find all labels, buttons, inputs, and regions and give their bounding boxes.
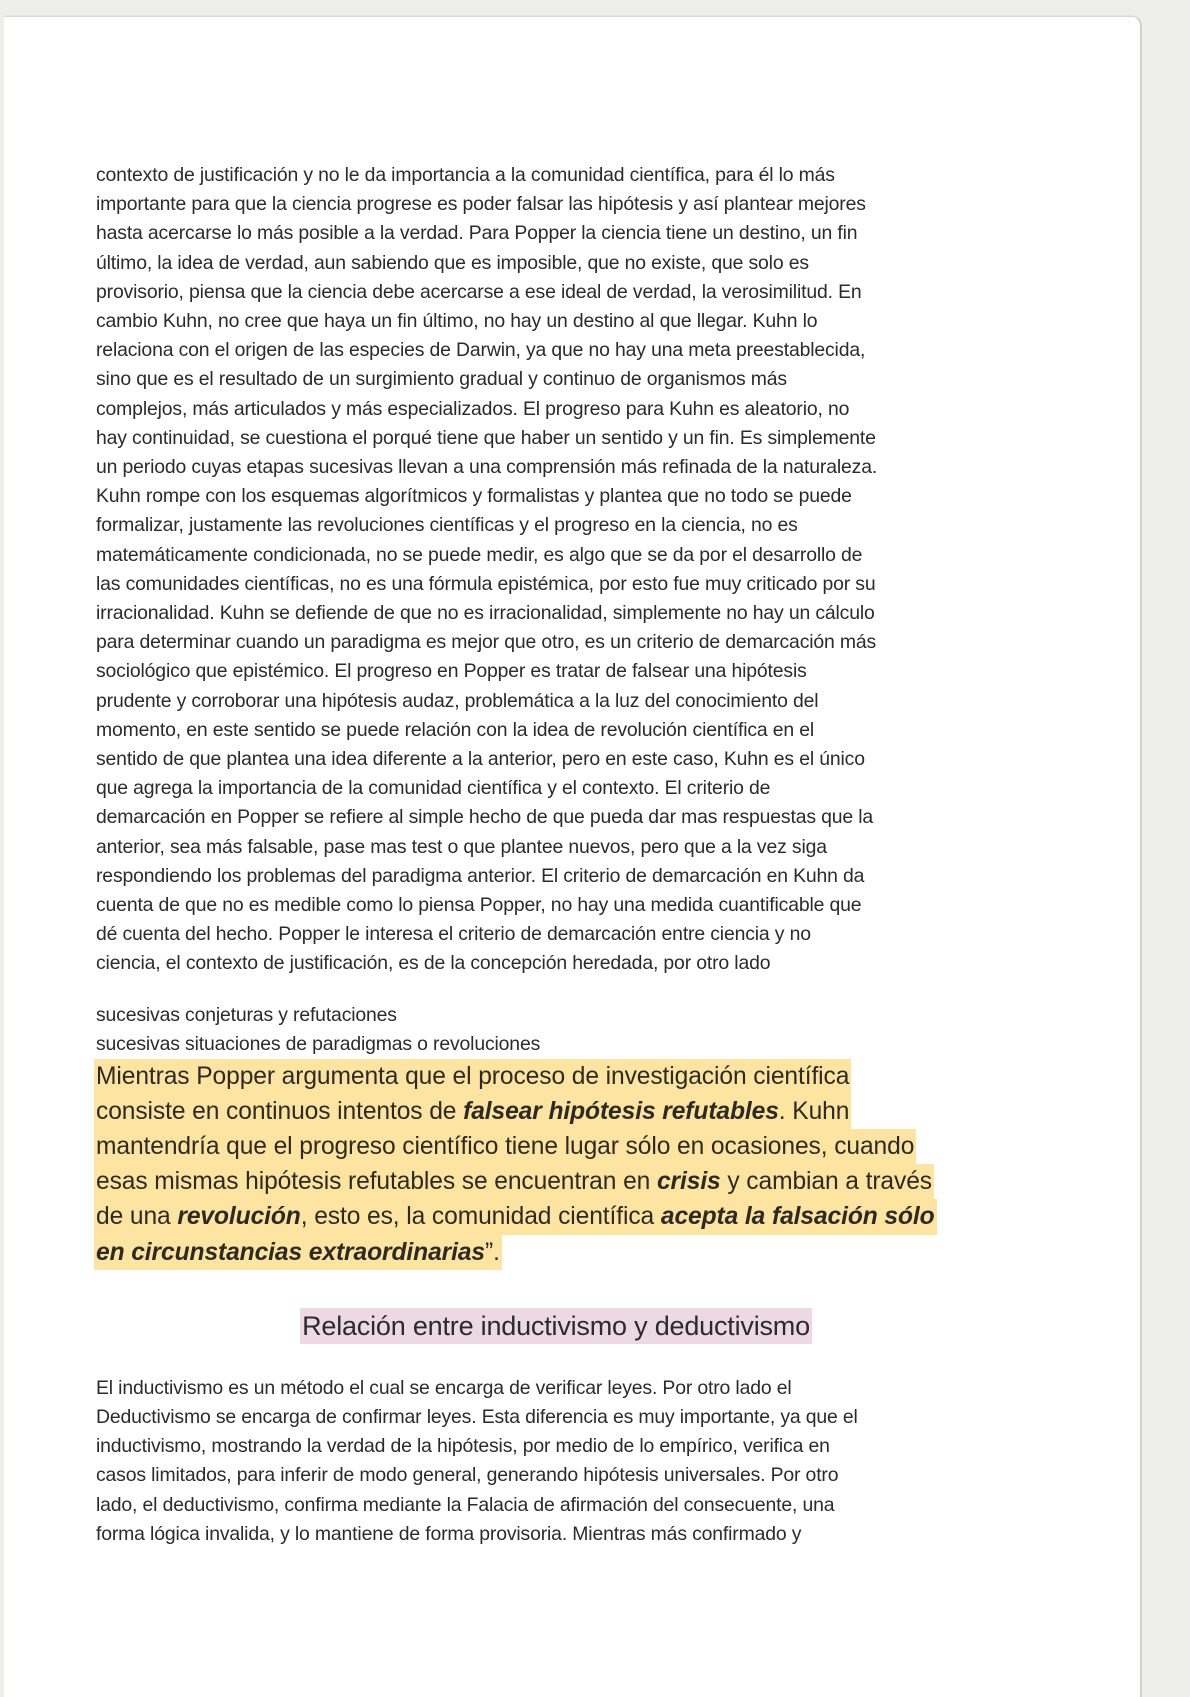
text-line: respondiendo los problemas del paradigma anterior. El criterio de demarcación en Kuhn da — [96, 864, 865, 887]
text-line: que agrega la importancia de la comunidad científica y el contexto. El criterio de — [96, 777, 771, 800]
quote-emphasis: en circunstancias extraordinarias — [96, 1238, 486, 1266]
quote-line — [94, 1235, 502, 1270]
text-line: inductivismo, mostrando la verdad de la hipótesis, por medio de lo empírico, verifica en — [96, 1435, 830, 1458]
quote-text: de una — [96, 1203, 178, 1231]
text-line: un periodo cuyas etapas sucesivas llevan a una comprensión más refinada de la naturaleza. — [96, 456, 878, 479]
text-line: provisorio, piensa que la ciencia debe acercarse a ese ideal de verdad, la verosimilitud. En — [96, 280, 862, 303]
text-line: matemáticamente condicionada, no se puede medir, es algo que se da por el desarrollo de — [96, 543, 863, 566]
text-line: forma lógica invalida, y lo mantiene de forma provisoria. Mientras más confirmado y — [96, 1522, 802, 1545]
quote-text: mantendría que el progreso científico tiene lugar sólo en ocasiones, cuando — [96, 1133, 915, 1161]
quote-text: consiste en continuos intentos de — [96, 1097, 464, 1125]
text-line: importante para que la ciencia progrese es poder falsar las hipótesis y así plantear mejores — [96, 193, 866, 216]
text-line: El inductivismo es un método el cual se encarga de verificar leyes. Por otro lado el — [96, 1376, 792, 1399]
highlighted-quote — [96, 1059, 1016, 1270]
paragraph-popper-kuhn — [96, 161, 1016, 979]
notes — [96, 1001, 1016, 1059]
text-line: cambio Kuhn, no cree que haya un fin último, no hay un destino al que llegar. Kuhn lo — [96, 310, 818, 333]
quote-line — [94, 1094, 851, 1129]
paragraph-inductivism — [96, 1374, 1016, 1549]
text-line: formalizar, justamente las revoluciones científicas y el progreso en la ciencia, no es — [96, 514, 798, 537]
text-line: hasta acercarse lo más posible a la verdad. Para Popper la ciencia tiene un destino, un fin — [96, 222, 858, 245]
text-line: dé cuenta del hecho. Popper le interesa el criterio de demarcación entre ciencia y no — [96, 923, 811, 946]
text-line: cuenta de que no es medible como lo piensa Popper, no hay una medida cuantificable que — [96, 894, 862, 917]
quote-text: esas mismas hipótesis refutables se encuentran en — [96, 1168, 657, 1196]
page-content — [96, 161, 1016, 1549]
quote-text: . Kuhn — [778, 1097, 850, 1125]
quote-text: , esto es, la comunidad científica — [300, 1203, 661, 1231]
note-line: sucesivas situaciones de paradigmas o revoluciones — [96, 1032, 541, 1055]
text-line: para determinar cuando un paradigma es mejor que otro, es un criterio de demarcación más — [96, 631, 877, 654]
text-line: anterior, sea más falsable, pase mas test o que plantee nuevos, pero que a la vez siga — [96, 835, 827, 858]
text-line: último, la idea de verdad, aun sabiendo que es imposible, que no existe, que solo es — [96, 251, 809, 274]
quote-emphasis: acepta la falsación sólo — [660, 1203, 935, 1231]
text-line: lado, el deductivismo, confirma mediante la Falacia de afirmación del consecuente, una — [96, 1493, 835, 1516]
text-line: complejos, más articulados y más especializados. El progreso para Kuhn es aleatorio, no — [96, 397, 850, 420]
quote-emphasis: falsear hipótesis refutables — [463, 1097, 779, 1125]
text-line: Kuhn rompe con los esquemas algorítmicos y formalistas y plantea que no todo se puede — [96, 485, 852, 508]
quote-line — [94, 1164, 934, 1199]
quote-emphasis: crisis — [656, 1168, 721, 1196]
quote-emphasis: revolución — [177, 1203, 301, 1231]
quote-text: y cambian a través — [720, 1168, 932, 1196]
text-line: prudente y corroborar una hipótesis audaz, problemática a la luz del conocimiento del — [96, 689, 819, 712]
text-line: las comunidades científicas, no es una fórmula epistémica, por esto fue muy criticado por su — [96, 572, 876, 595]
quote-text: ”. — [485, 1238, 500, 1266]
text-line: demarcación en Popper se refiere al simple hecho de que pueda dar mas respuestas que la — [96, 806, 874, 829]
text-line: hay continuidad, se cuestiona el porqué tiene que haber un sentido y un fin. Es simplemente — [96, 426, 876, 449]
text-line: casos limitados, para inferir de modo general, generando hipótesis universales. Por otro — [96, 1464, 839, 1487]
note-line: sucesivas conjeturas y refutaciones — [96, 1003, 397, 1026]
document-page — [4, 16, 1142, 1697]
quote-text: Mientras Popper argumenta que el proceso de investigación científica — [96, 1062, 850, 1090]
section-heading — [96, 1308, 1016, 1344]
text-line: sentido de que plantea una idea diferente a la anterior, pero en este caso, Kuhn es el único — [96, 748, 865, 771]
text-line: Deductivismo se encarga de confirmar leyes. Esta diferencia es muy importante, ya que el — [96, 1406, 858, 1429]
quote-line — [94, 1129, 916, 1164]
quote-line — [94, 1199, 937, 1234]
text-line: momento, en este sentido se puede relación con la idea de revolución científica en el — [96, 718, 815, 741]
text-line: irracionalidad. Kuhn se defiende de que no es irracionalidad, simplemente no hay un cálculo — [96, 602, 875, 625]
text-line: contexto de justificación y no le da importancia a la comunidad científica, para él lo más — [96, 164, 835, 186]
text-line: sino que es el resultado de un surgimiento gradual y continuo de organismos más — [96, 368, 787, 391]
text-line: ciencia, el contexto de justificación, es de la concepción heredada, por otro lado — [96, 952, 771, 975]
quote-line — [94, 1059, 851, 1094]
text-line: relaciona con el origen de las especies de Darwin, ya que no hay una meta preestablecida, — [96, 339, 866, 362]
text-line: sociológico que epistémico. El progreso en Popper es tratar de falsear una hipótesis — [96, 660, 807, 683]
section-heading-text: Relación entre inductivismo y deductivismo — [300, 1308, 812, 1344]
